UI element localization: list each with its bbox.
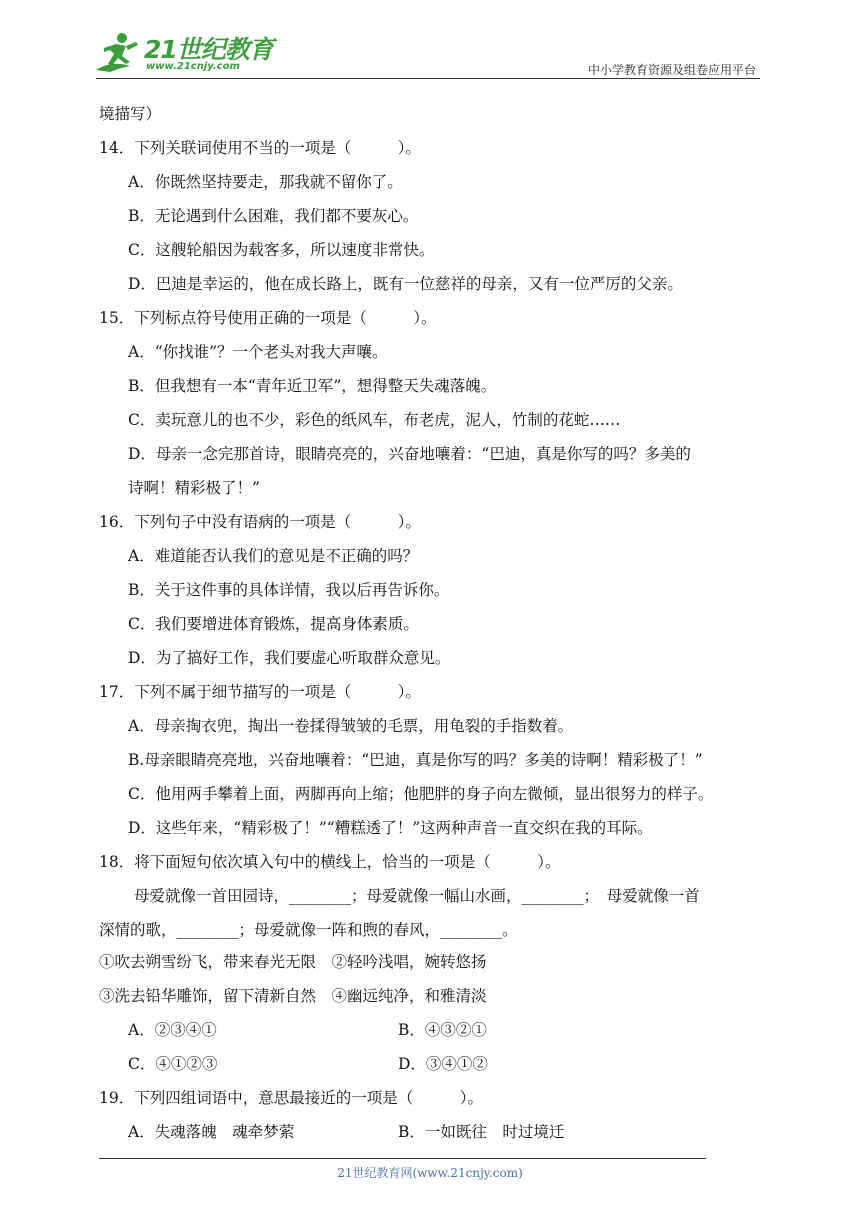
question-17-option-c: C．他用两手攀着上面，两脚再向上缩；他肥胖的身子向左微倾，显出很努力的样子。 [128, 785, 714, 803]
question-17-option-a: A．母亲掏衣兜，掏出一卷揉得皱皱的毛票，用龟裂的手指数着。 [128, 717, 574, 735]
question-14-option-c: C．这艘轮船因为载客多，所以速度非常快。 [128, 241, 435, 259]
question-19-option-b: B．一如既往 时过境迁 [398, 1123, 565, 1141]
question-15-option-b: B．但我想有一本“青年近卫军”，想得整天失魂落魄。 [128, 377, 497, 395]
question-15-option-d-cont: 诗啊！精彩极了！” [128, 479, 260, 497]
platform-title: 中小学教育资源及组卷应用平台 [587, 63, 756, 77]
logo-url: www.21cnjy.com [146, 61, 240, 72]
question-15-option-a: A．“你找谁”？一个老头对我大声嚷。 [128, 343, 388, 361]
question-18-option-b: B．④③②① [398, 1021, 487, 1039]
header-divider [96, 78, 760, 79]
runner-logo-icon [92, 30, 152, 76]
question-14-option-a: A．你既然坚持要走，那我就不留你了。 [128, 173, 403, 191]
question-14-option-b: B．无论遇到什么困难，我们都不要灰心。 [128, 207, 419, 225]
question-17-option-d: D．这些年来，“精彩极了！”“糟糕透了！”这两种声音一直交织在我的耳际。 [128, 819, 653, 837]
question-18-phrases-2: ③洗去铅华雕饰，留下清新自然 ④幽远纯净，和雅清淡 [99, 987, 487, 1005]
question-14: 14．下列关联词使用不当的一项是（ ）。 [99, 139, 421, 157]
question-16-option-a: A．难道能否认我们的意见是不正确的吗？ [128, 547, 419, 565]
logo-text: 21世纪教育 [144, 35, 273, 64]
question-18-sentence-line1: 母爱就像一首田园诗，________；母爱就像一幅山水画，________； 母爱就像一首 [134, 887, 700, 905]
footer-divider [99, 1158, 706, 1159]
question-18: 18．将下面短句依次填入句中的横线上，恰当的一项是（ ）。 [99, 853, 561, 871]
question-16-option-d: D．为了搞好工作，我们要虚心听取群众意见。 [128, 649, 451, 667]
question-18-option-a: A．②③④① [128, 1021, 217, 1039]
question-15: 15．下列标点符号使用正确的一项是（ ）。 [99, 309, 437, 327]
question-18-sentence-line2: 深情的歌，________；母爱就像一阵和煦的春风，________。 [99, 921, 518, 939]
question-16: 16．下列句子中没有语病的一项是（ ）。 [99, 513, 421, 531]
question-19: 19．下列四组词语中，意思最接近的一项是（ ）。 [99, 1089, 483, 1107]
question-18-option-d: D．③④①② [398, 1055, 488, 1073]
site-logo [92, 30, 273, 78]
question-17: 17．下列不属于细节描写的一项是（ ）。 [99, 683, 421, 701]
question-16-option-b: B．关于这件事的具体详情，我以后再告诉你。 [128, 581, 450, 599]
question-15-option-c: C．卖玩意儿的也不少，彩色的纸风车，布老虎，泥人，竹制的花蛇…… [128, 411, 621, 429]
question-16-option-c: C．我们要增进体育锻炼，提高身体素质。 [128, 615, 419, 633]
page-footer: 21世纪教育网(www.21cnjy.com) [337, 1166, 523, 1180]
page-header [0, 0, 860, 82]
question-19-option-a: A．失魂落魄 魂牵梦萦 [128, 1123, 295, 1141]
continued-text: 境描写） [99, 105, 162, 123]
question-14-option-d: D．巴迪是幸运的，他在成长路上，既有一位慈祥的母亲，又有一位严厉的父亲。 [128, 275, 683, 293]
question-18-phrases-1: ①吹去朔雪纷飞，带来春光无限 ②轻吟浅唱，婉转悠扬 [99, 953, 487, 971]
question-18-option-c: C．④①②③ [128, 1055, 218, 1073]
question-17-option-b: B.母亲眼睛亮亮地，兴奋地嚷着：“巴迪，真是你写的吗？多美的诗啊！精彩极了！” [128, 751, 703, 769]
question-15-option-d: D．母亲一念完那首诗，眼睛亮亮的，兴奋地嚷着：“巴迪，真是你写的吗？多美的 [128, 445, 691, 463]
